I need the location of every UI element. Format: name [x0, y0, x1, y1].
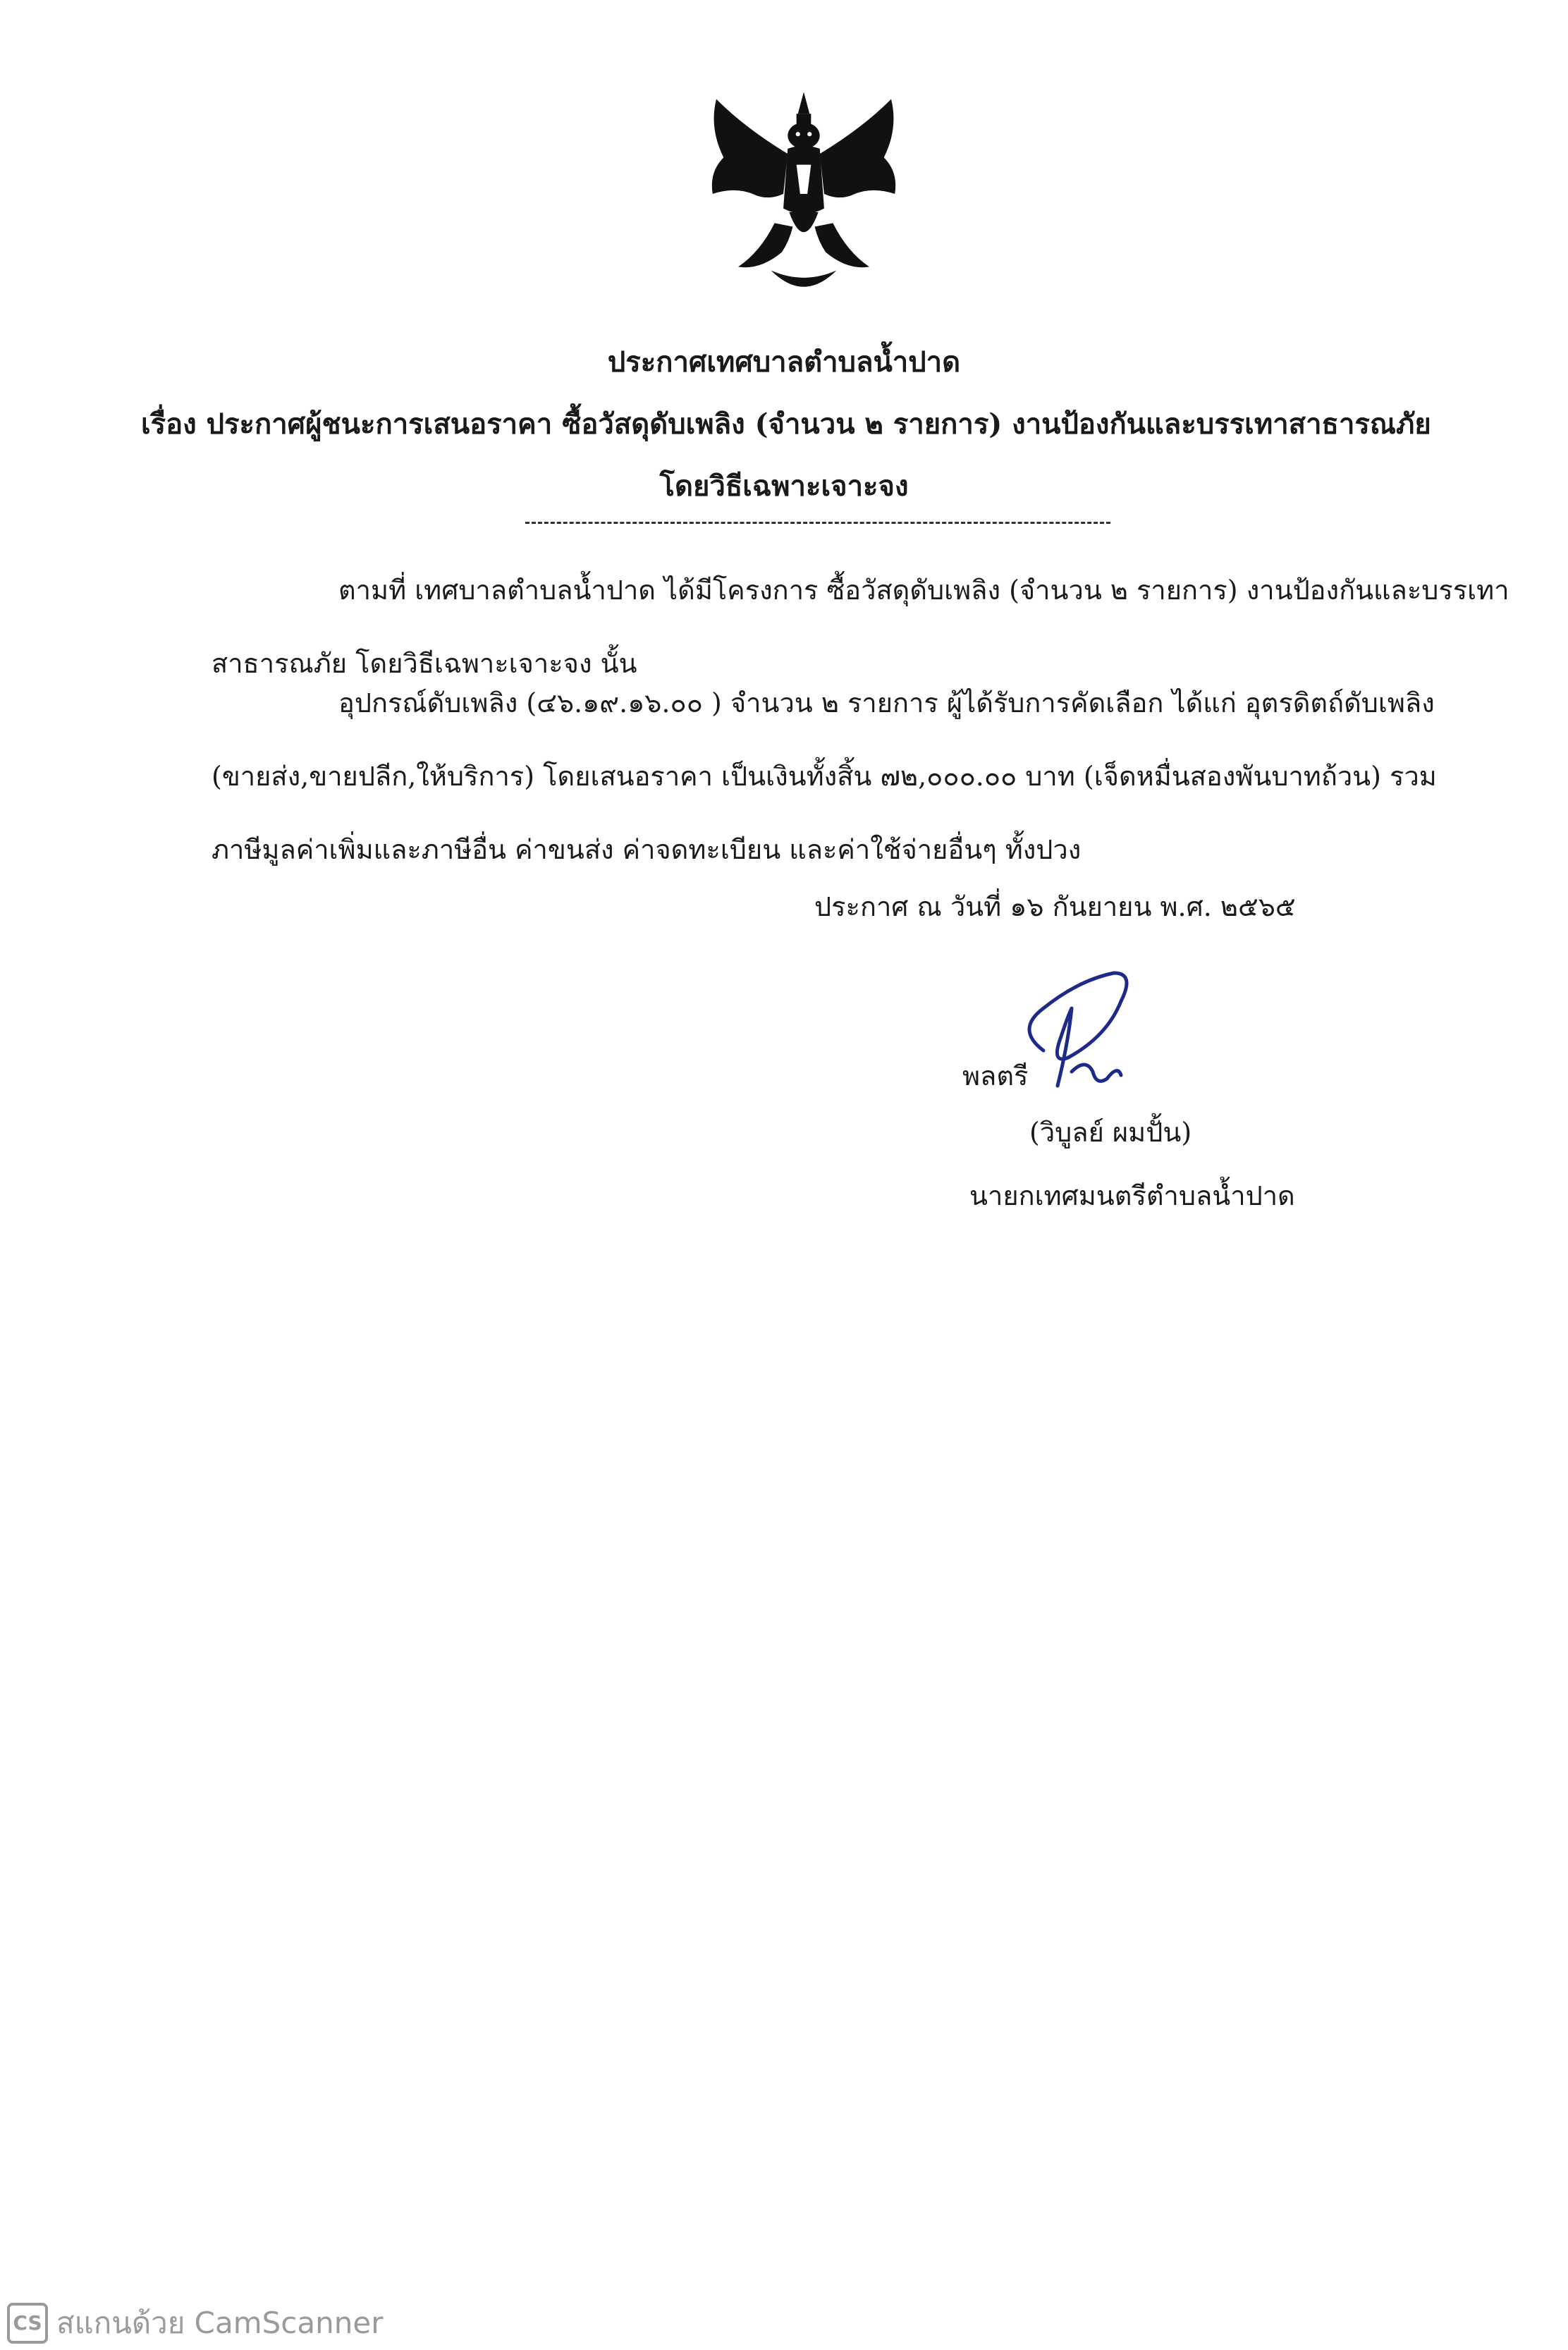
- title-line-2: เรื่อง ประกาศผู้ชนะการเสนอราคา ซื้อวัสดุดับเพลิง (จำนวน ๒ รายการ) งานป้องกันและบรรเทาสาธารณภัย: [141, 408, 1431, 441]
- camscanner-logo-icon: CS: [7, 2303, 48, 2344]
- title-line-1: ประกาศเทศบาลตำบลน้ำปาด: [607, 345, 961, 379]
- signatory-rank: พลตรี: [962, 1060, 1029, 1091]
- signatory-position: นายกเทศมนตรีตำบลน้ำปาด: [969, 1180, 1295, 1211]
- award-line-2: (ขายส่ง,ขายปลีก,ให้บริการ) โดยเสนอราคา เป็นเงินทั้งสิ้น ๗๒,๐๐๐.๐๐ บาท (เจ็ดหมื่นสองพันบาทถ้วน) รวม: [212, 761, 1437, 792]
- title-line-3: โดยวิธีเฉพาะเจาะจง: [659, 470, 909, 503]
- announcement-title: [141, 331, 1431, 518]
- paragraph-award: [212, 666, 1437, 886]
- award-line-1: อุปกรณ์ดับเพลิง (๔๖.๑๙.๑๖.๐๐ ) จำนวน ๒ รายการ ผู้ได้รับการคัดเลือก ได้แก่ อุตรดิตถ์ดับเพลิง: [338, 687, 1435, 718]
- intro-line-2: สาธารณภัย โดยวิธีเฉพาะเจาะจง นั้น: [212, 648, 637, 679]
- garuda-emblem-icon: [694, 85, 913, 303]
- signatory-name: (วิบูลย์ ผมปั้น): [1029, 1117, 1192, 1148]
- watermark-text: สแกนด้วย CamScanner: [56, 2306, 384, 2340]
- award-line-3: ภาษีมูลค่าเพิ่มและภาษีอื่น ค่าขนส่ง ค่าจดทะเบียน และค่าใช้จ่ายอื่นๆ ทั้งปวง: [212, 834, 1082, 865]
- intro-line-1: ตามที่ เทศบาลตำบลน้ำปาด ได้มีโครงการ ซื้อวัสดุดับเพลิง (จำนวน ๒ รายการ) งานป้องกันและบรรเทา: [338, 575, 1509, 606]
- title-separator: [525, 522, 1110, 524]
- announcement-date: ประกาศ ณ วันที่ ๑๖ กันยายน พ.ศ. ๒๕๖๕: [814, 891, 1296, 922]
- scanner-watermark: [7, 2300, 383, 2346]
